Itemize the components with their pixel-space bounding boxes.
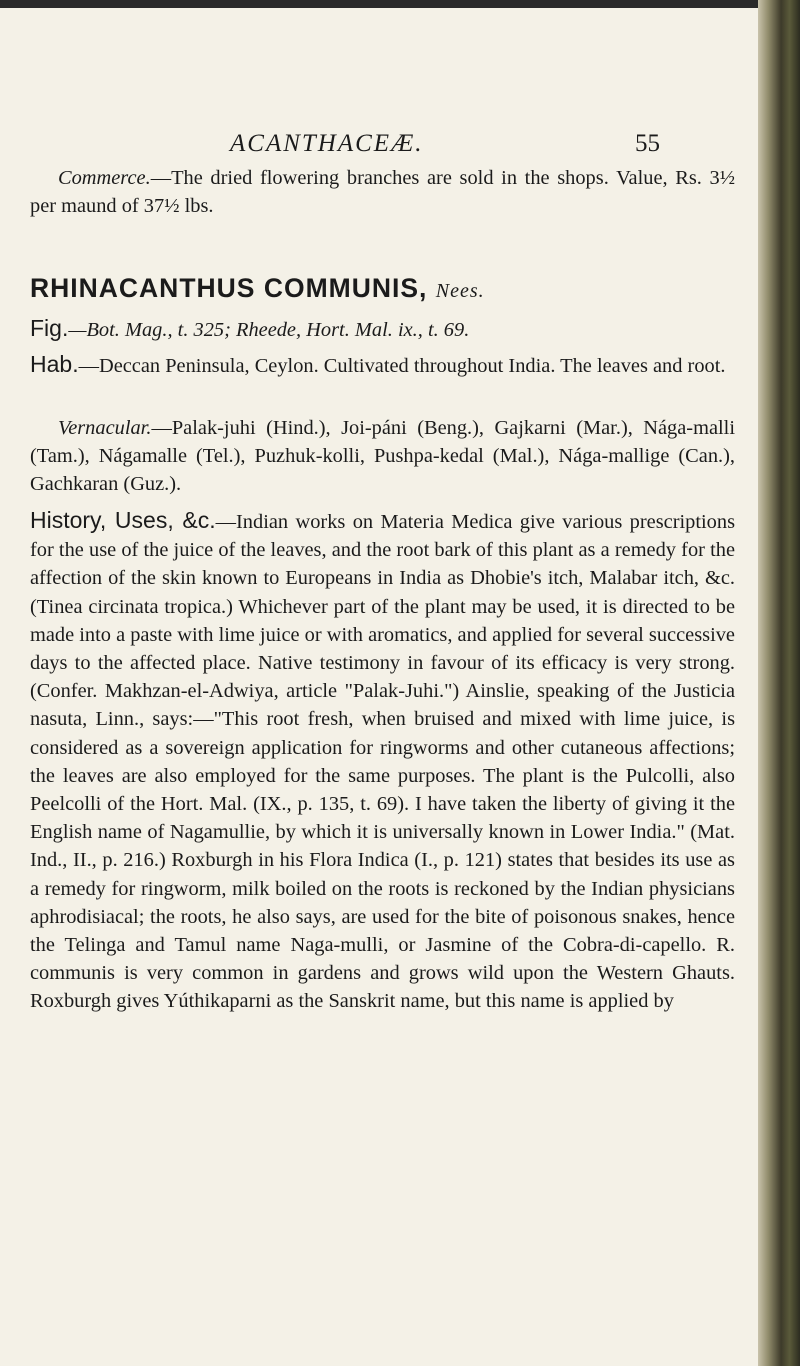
- fig-label: Fig.: [30, 315, 69, 341]
- page-top-shadow: [0, 0, 800, 8]
- vernacular-text: —Palak-juhi (Hind.), Joi-páni (Beng.), Gajkarni (Mar.), Nága-malli (Tam.), Nágamalle (Tel.), Puzhuk-kolli, Pushpa-kedal (Mal.), Nága-mallige (Can.), Gachkaran (Guz.).: [30, 417, 735, 496]
- species-name: RHINACANTHUS COMMUNIS,: [30, 273, 428, 303]
- running-head-title: ACANTHACEÆ.: [230, 130, 424, 157]
- commerce-label: Commerce.: [58, 167, 151, 189]
- history-paragraph: [30, 506, 735, 1016]
- commerce-text: —The dried flowering branches are sold in the shops. Value, Rs. 3½ per maund of 37½ lbs.: [30, 167, 735, 218]
- species-author: Nees.: [435, 280, 485, 302]
- page-number: 55: [635, 130, 660, 157]
- fig-paragraph: [30, 314, 735, 344]
- species-heading: [30, 273, 485, 304]
- history-label: History, Uses, &c.: [30, 507, 216, 533]
- hab-text: —Deccan Peninsula, Ceylon. Cultivated throughout India. The leaves and root.: [78, 355, 726, 377]
- hab-paragraph: [30, 350, 735, 380]
- book-spine-edge: [758, 0, 800, 1366]
- history-text: —Indian works on Materia Medica give various prescriptions for the use of the juice of the leaves, and the root bark of this plant as a remedy for the affection of the skin known to Europeans in India as Dhobie's itch, Malabar itch, &c. (Tinea circinata tropica.) Whichever part of the plant may be used, it is directed to be made into a paste with lime juice or with aromatics, and applied for several successive days to the affected place. Native testimony in favour of its efficacy is very strong. (Confer. Makhzan-el-Adwiya, article "Palak-Juhi.") Ainslie, speaking of the Justicia nasuta, Linn., says:—"This root fresh, when bruised and mixed with lime juice, is considered as a sovereign application for ringworms and other cutaneous affections; the leaves are also employed for the same purposes. The plant is the Pulcolli, also Peelcolli of the Hort. Mal. (IX., p. 135, t. 69). I have taken the liberty of giving it the English name of Nagamullie, by which it is universally known in Lower India." (Mat. Ind., II., p. 216.) Roxburgh in his Flora Indica (I., p. 121) states that besides its use as a remedy for ringworm, milk boiled on the roots is reckoned by the Indian physicians aphrodisiacal; the roots, he also says, are used for the bite of poisonous snakes, hence the Telinga and Tamul name Naga-mulli, or Jasmine of the Cobra-di-capello. R. communis is very common in gardens and grows wild upon the Western Ghauts. Roxburgh gives Yúthikaparni as the Sanskrit name, but this name is applied by: [30, 511, 736, 1013]
- commerce-paragraph: [30, 164, 735, 220]
- vernacular-label: Vernacular.: [58, 417, 152, 439]
- fig-text: —Bot. Mag., t. 325; Rheede, Hort. Mal. ix., t. 69.: [68, 319, 470, 341]
- running-head: [230, 130, 660, 158]
- vernacular-paragraph: [30, 414, 735, 499]
- book-page: [0, 8, 758, 1366]
- hab-label: Hab.: [30, 351, 79, 377]
